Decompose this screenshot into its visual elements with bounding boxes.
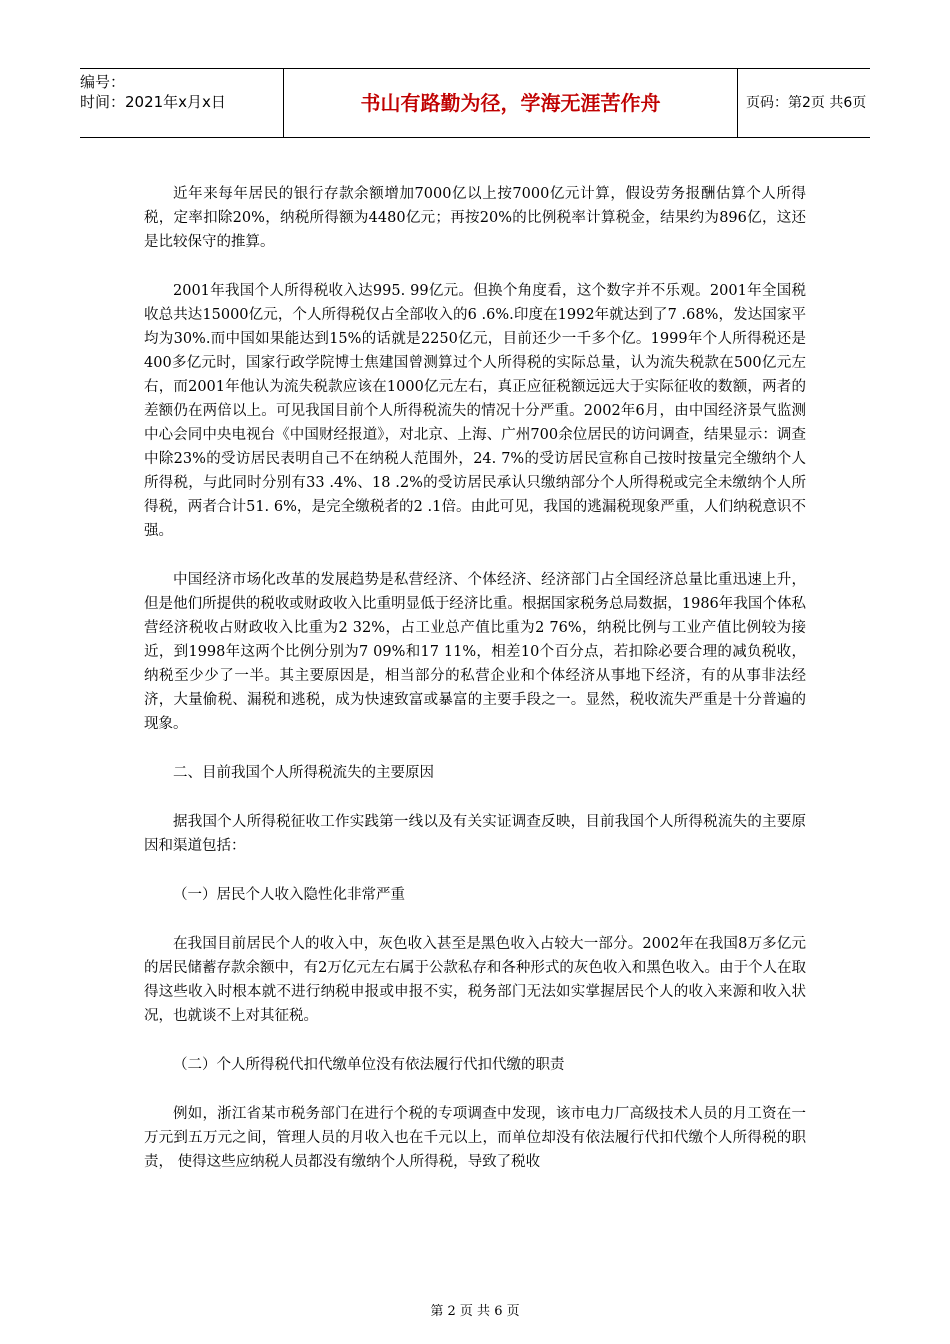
page-footer: 第 2 页 共 6 页 [430, 1304, 520, 1319]
subsection-heading: （二）个人所得税代扣代缴单位没有依法履行代扣代缴的职责 [173, 1057, 565, 1073]
date-label: 时间：2021年x月x日 [80, 93, 226, 111]
paragraph: 例如，浙江省某市税务部门在进行个税的专项调查中发现，该市电力厂高级技术人员的月工资在一万元到五万元之间，管理人员的月收入也在千元以上，而单位却没有依法履行代扣代缴个人所得税的职责， 使得这些应纳税人员都没有缴纳个人所得税，导致了税收 [144, 1106, 806, 1170]
motto: 书山有路勤为径，学海无涯苦作舟 [360, 91, 661, 115]
paragraph: 中国经济市场化改革的发展趋势是私营经济、个体经济、经济部门占全国经济总量比重迅速上升，但是他们所提供的税收或财政收入比重明显低于经济比重。根据国家税务总局数据，1986年我国个体私营经济税收占财政收入比重为2 32%，占工业总产值比重为2 76%，纳税比例与工业产值比例较为接近，到1998年这两个比例分别为7 09%和17 11%，相差10个百分点，若扣除必要合理的减负税收，纳税至少少了一半。其主要原因是，相当部分的私营企业和个体经济从事地下经济，有的从事非法经济，大量偷税、漏税和逃税，成为快速致富或暴富的主要手段之一。显然，税收流失严重是十分普遍的现象。 [144, 572, 806, 732]
paragraph: 据我国个人所得税征收工作实践第一线以及有关实证调查反映，目前我国个人所得税流失的主要原因和渠道包括： [144, 814, 806, 854]
paragraph: 在我国目前居民个人的收入中，灰色收入甚至是黑色收入占较大一部分。2002年在我国8万多亿元的居民储蓄存款余额中，有2万亿元左右属于公款私存和各种形式的灰色收入和黑色收入。由于个人在取得这些收入时根本就不进行纳税申报或申报不实，税务部门无法如实掌握居民个人的收入来源和收入状况，也就谈不上对其征税。 [144, 936, 806, 1024]
paragraph: 近年来每年居民的银行存款余额增加7000亿以上按7000亿元计算，假设劳务报酬估算个人所得税，定率扣除20%，纳税所得额为4480亿元；再按20%的比例税率计算税金，结果约为896亿，这还是比较保守的推算。 [144, 186, 806, 250]
number-label: 编号： [80, 73, 126, 91]
header-motto-cell [283, 69, 738, 137]
subsection-heading: （一）居民个人收入隐性化非常严重 [173, 887, 405, 903]
document-body [144, 182, 806, 1199]
section-heading: 二、目前我国个人所得税流失的主要原因 [173, 765, 434, 781]
page-indicator: 页码：第2页 共6页 [746, 95, 867, 111]
header-meta [80, 69, 283, 137]
paragraph: 2001年我国个人所得税收入达995. 99亿元。但换个角度看，这个数字并不乐观。2001年全国税收总共达15000亿元，个人所得税仅占全部收入的6 .6%.印度在1992年就达到了7 .68%，发达国家平均为30%.而中国如果能达到15%的话就是2250亿元，目前还少一千多个亿。1999年个人所得税还是400多亿元时，国家行政学院博士焦建国曾测算过个人所得税的实际总量，认为流失税款在500亿元左右，而2001年他认为流失税款应该在1000亿元左右，真正应征税额远远大于实际征收的数额，两者的差额仍在两倍以上。可见我国目前个人所得税流失的情况十分严重。2002年6月，由中国经济景气监测中心会同中央电视台《中国财经报道》，对北京、上海、广州700余位居民的访问调查，结果显示：调查中除23%的受访居民表明自己不在纳税人范围外，24. 7%的受访居民宣称自己按时按量完全缴纳个人所得税，与此同时分别有33 .4%、18 .2%的受访居民承认只缴纳部分个人所得税或完全未缴纳个人所得税，两者合计51. 6%，是完全缴税者的2 .1倍。由此可见，我国的逃漏税现象严重，人们纳税意识不强。 [144, 283, 806, 539]
document-header [80, 68, 870, 138]
